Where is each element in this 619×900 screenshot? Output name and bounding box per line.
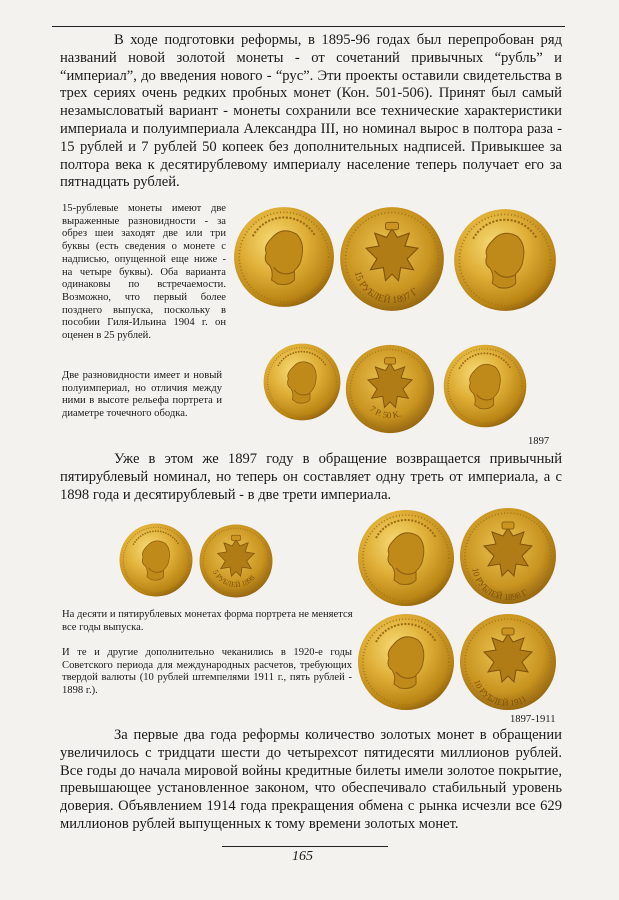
coin-10-rubles-1898-reverse	[458, 506, 558, 606]
coin-5-inscription: 5 РУБЛЕЙ 1898	[210, 568, 257, 590]
coin-10-rubles-1898-obverse	[356, 508, 456, 608]
top-rule	[52, 26, 565, 27]
coin-7-50-reverse	[344, 343, 436, 435]
bottom-rule	[222, 846, 388, 847]
note-soviet: И те и другие дополнительно чеканились в 1920-е годы Советского периода для международных расчетов, требующих твердой валюты (10 рублей штемпелями 1911 г., пять рублей - 1898 г.).	[62, 647, 352, 697]
paragraph-middle: Уже в этом же 1897 году в обращение возвращается привычный пятирублевый номинал, но теперь он составляет одну треть от империала, а с 1898 года и десятирублевый - в две трети империала.	[60, 451, 562, 503]
coin-7-50-inscription: 7 Р. 50 К.	[367, 403, 403, 421]
coin-15-rubles-reverse	[338, 205, 446, 313]
coin-10-rubles-1911-reverse	[458, 612, 558, 712]
coin-15-rubles-obverse	[232, 205, 336, 309]
coin-10-1911-inscription: 10 РУБЛЕЙ 1911	[471, 678, 529, 709]
coin-5-rubles-obverse	[118, 522, 194, 598]
coin-10-1898-inscription: 10 РУБЛЕЙ 1898 Г	[470, 567, 530, 603]
caption-1897: 1897	[528, 436, 550, 447]
paragraph-final: За первые два года реформы количество золотых монет в обращении увеличилось с тридцати шести до четырехсот пятидесяти миллионов рублей. Все годы до начала мировой войны кредитные билеты имели золотое покрытие, превышающее установленное законом, что обеспечивало стабильный уровень доверия. Объявлением 1914 года прекращения обмена с рынка исчезли все 629 миллионов рублей выпущенных к тому времени золотых монет.	[60, 727, 562, 832]
coin-15-inscription: 15 РУБЛЕЙ 1897 Г	[351, 270, 421, 307]
caption-1897-1911: 1897-1911	[510, 714, 556, 725]
coin-7-50-obverse	[262, 342, 342, 422]
note-portrait: На десяти и пятирублевых монетах форма портрета не меняется все годы выпуска.	[62, 609, 353, 633]
coin-15-rubles-obverse-variant	[452, 207, 558, 313]
note-half-imperial: Две разновидности имеет и новый полуимпериал, но отличия между ними в высоте рельефа портрета и диаметре точечного ободка.	[62, 370, 222, 420]
page-number: 165	[292, 849, 313, 864]
note-fifteen-rubles: 15-рублевые монеты имеют две выраженные разновидности - за обрез шеи заходят две или три буквы (есть сведения о монете с надписью, опущенной еще ниже - на четыре буквы). Оба варианта одинаковы по встречаемости. Возможно, что первый более позднего выпуска, поскольку в пособии Гиля-Ильина 1904 г. он оценен в 25 рублей.	[62, 203, 226, 342]
paragraph-intro: В ходе подготовки реформы, в 1895-96 годах был перепробован ряд названий новой золотой монеты - от сочетаний привычных “рубль” и “империал”, до введения нового - “рус”. Эти проекты оставили свидетельства в трех сериях очень редких пробных монет (Кон. 501-506). Принят был самый незамысловатый вариант - монеты сохранили все технические характеристики империала и полуимпериала Александра III, но номинал вырос в полтора раза - 15 рублей и 7 рублей 50 копеек без дополнительных надписей. Привыкшее за полтора века к десятирублевому империалу население теперь получает его за пятнадцать рублей.	[60, 32, 562, 191]
coin-7-50-obverse-variant	[442, 343, 528, 429]
coin-5-rubles-reverse	[198, 523, 274, 599]
coin-10-rubles-1911-obverse	[356, 612, 456, 712]
